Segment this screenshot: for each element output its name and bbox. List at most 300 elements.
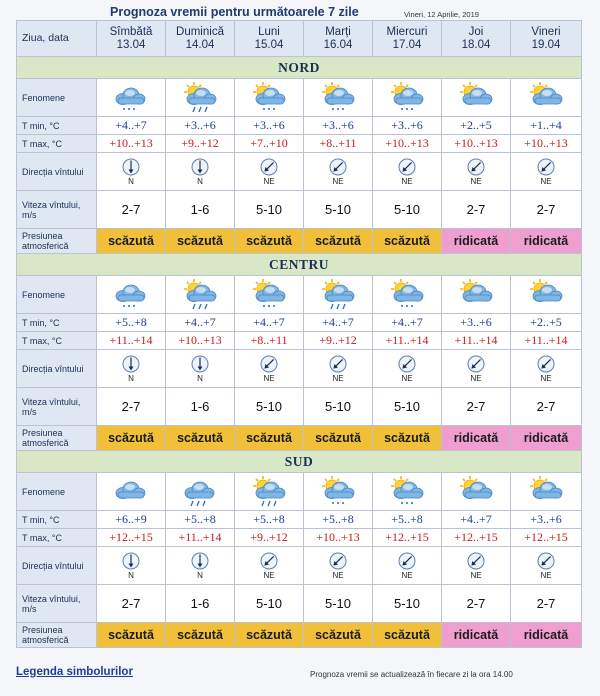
sun-cloud-rain-icon — [177, 82, 223, 114]
wind-dir-text: NE — [540, 176, 552, 186]
day-date: 16.04 — [323, 38, 353, 51]
day-name: Vineri — [531, 25, 561, 38]
tmax-value: +9..+12 — [235, 529, 304, 547]
wind-dir-row — [17, 350, 582, 388]
sun-cloud-drizzle-icon — [246, 279, 292, 311]
wind-dir-row — [17, 547, 582, 585]
wind-dir-cell — [304, 153, 373, 191]
tmin-value: +3..+6 — [442, 314, 511, 332]
wind-arrow-icon — [467, 355, 485, 373]
tmax-value: +11..+14 — [442, 332, 511, 350]
wind-speed-label: Viteza vîntului, m/s — [17, 388, 97, 426]
wind-speed-value: 5-10 — [235, 388, 304, 426]
pressure-cell — [235, 229, 304, 254]
wind-arrow-icon — [398, 158, 416, 176]
wind-dir-text: N — [197, 176, 203, 186]
page-title: Prognoza vremii pentru următoarele 7 zile — [110, 5, 359, 19]
phenomena-cell — [97, 473, 166, 511]
wind-dir-cell — [304, 547, 373, 585]
wind-speed-row — [17, 191, 582, 229]
tmax-value: +11..+14 — [511, 332, 582, 350]
wind-dir — [304, 552, 372, 580]
sun-cloud-rain-icon — [177, 279, 223, 311]
sun-cloud-icon — [453, 82, 499, 114]
phenomena-label: Fenomene — [17, 276, 97, 314]
pressure-cell — [373, 623, 442, 648]
wind-arrow-icon — [329, 158, 347, 176]
wind-dir — [442, 158, 510, 186]
phenomena-cell — [235, 276, 304, 314]
day-date: 17.04 — [392, 38, 422, 51]
pressure-value: scăzută — [315, 234, 361, 248]
sun-cloud-drizzle-icon — [315, 476, 361, 508]
wind-dir-text: NE — [263, 373, 275, 383]
phenomena-row — [17, 276, 582, 314]
day-name: Luni — [258, 25, 280, 38]
wind-dir-cell — [166, 350, 235, 388]
pressure-cell — [304, 229, 373, 254]
wind-dir — [373, 158, 441, 186]
region-title: NORD — [17, 57, 582, 79]
tmin-value: +5..+8 — [166, 511, 235, 529]
wind-dir-text: NE — [470, 373, 482, 383]
pressure-value: ridicată — [523, 628, 569, 642]
pressure-value: scăzută — [246, 431, 292, 445]
wind-dir-label: Direcția vîntului — [17, 350, 97, 388]
wind-speed-label: Viteza vîntului, m/s — [17, 191, 97, 229]
tmin-value: +6..+9 — [97, 511, 166, 529]
tmin-value: +4..+7 — [166, 314, 235, 332]
wind-dir-text: NE — [332, 176, 344, 186]
cloud-drizzle-icon — [108, 279, 154, 311]
day-header — [166, 21, 235, 57]
sun-cloud-icon — [453, 476, 499, 508]
wind-dir-cell — [373, 350, 442, 388]
phenomena-cell — [442, 79, 511, 117]
pressure-cell — [442, 426, 511, 451]
wind-arrow-icon — [191, 355, 209, 373]
tmin-value: +4..+7 — [235, 314, 304, 332]
pressure-cell — [511, 623, 582, 648]
wind-arrow-icon — [260, 158, 278, 176]
phenomena-cell — [166, 473, 235, 511]
tmin-value: +4..+7 — [97, 117, 166, 135]
wind-speed-row — [17, 585, 582, 623]
pressure-value: scăzută — [177, 431, 223, 445]
wind-speed-value: 2-7 — [511, 585, 582, 623]
tmin-value: +4..+7 — [442, 511, 511, 529]
wind-speed-value: 1-6 — [166, 191, 235, 229]
wind-dir-cell — [442, 350, 511, 388]
pressure-cell — [166, 623, 235, 648]
pressure-value: ridicată — [523, 234, 569, 248]
header-label: Ziua, data — [17, 21, 97, 57]
wind-dir-cell — [442, 547, 511, 585]
pressure-row — [17, 229, 582, 254]
wind-dir-text: N — [197, 570, 203, 580]
phenomena-cell — [304, 79, 373, 117]
day-date: 18.04 — [461, 38, 491, 51]
pressure-value: ridicată — [453, 234, 499, 248]
tmax-value: +12..+15 — [97, 529, 166, 547]
phenomena-cell — [97, 79, 166, 117]
legend-link[interactable]: Legenda simbolurilor — [16, 666, 133, 678]
pressure-cell — [235, 623, 304, 648]
tmin-value: +2..+5 — [442, 117, 511, 135]
wind-dir — [373, 552, 441, 580]
wind-speed-value: 2-7 — [97, 585, 166, 623]
sun-cloud-drizzle-icon — [384, 279, 430, 311]
wind-dir — [442, 552, 510, 580]
wind-dir-text: NE — [401, 570, 413, 580]
wind-dir-row — [17, 153, 582, 191]
wind-dir-text: NE — [401, 373, 413, 383]
wind-dir-cell — [511, 153, 582, 191]
wind-speed-value: 5-10 — [304, 191, 373, 229]
section-row-sud — [17, 451, 582, 473]
pressure-cell — [511, 229, 582, 254]
day-header — [373, 21, 442, 57]
phenomena-cell — [373, 79, 442, 117]
wind-dir-text: NE — [470, 176, 482, 186]
tmax-value: +12..+15 — [373, 529, 442, 547]
wind-speed-row — [17, 388, 582, 426]
tmax-value: +10..+13 — [304, 529, 373, 547]
tmin-row — [17, 511, 582, 529]
day-date: 19.04 — [531, 38, 561, 51]
wind-dir — [166, 158, 234, 186]
phenomena-cell — [166, 79, 235, 117]
day-name: Miercuri — [386, 25, 428, 38]
wind-dir — [511, 552, 581, 580]
wind-arrow-icon — [467, 158, 485, 176]
tmax-value: +10..+13 — [511, 135, 582, 153]
pressure-cell — [304, 426, 373, 451]
tmax-row — [17, 332, 582, 350]
section-row-centru — [17, 254, 582, 276]
phenomena-cell — [373, 276, 442, 314]
wind-dir-text: N — [197, 373, 203, 383]
cloud-rain-icon — [177, 476, 223, 508]
sun-cloud-drizzle-icon — [246, 82, 292, 114]
phenomena-cell — [442, 276, 511, 314]
tmin-value: +1..+4 — [511, 117, 582, 135]
wind-speed-value: 2-7 — [97, 388, 166, 426]
wind-speed-label: Viteza vîntului, m/s — [17, 585, 97, 623]
wind-speed-value: 2-7 — [97, 191, 166, 229]
day-name: Duminică — [176, 25, 224, 38]
phenomena-cell — [373, 473, 442, 511]
wind-dir-label: Direcția vîntului — [17, 153, 97, 191]
pressure-value: scăzută — [246, 234, 292, 248]
sun-cloud-icon — [523, 82, 569, 114]
wind-arrow-icon — [537, 355, 555, 373]
wind-arrow-icon — [191, 552, 209, 570]
wind-dir-cell — [304, 350, 373, 388]
tmax-value: +9..+12 — [166, 135, 235, 153]
tmax-value: +12..+15 — [442, 529, 511, 547]
tmax-value: +8..+11 — [235, 332, 304, 350]
tmin-row — [17, 117, 582, 135]
wind-dir-text: NE — [332, 373, 344, 383]
wind-dir-text: NE — [263, 176, 275, 186]
section-row-nord — [17, 57, 582, 79]
tmax-value: +11..+14 — [97, 332, 166, 350]
wind-dir-cell — [97, 547, 166, 585]
sun-cloud-drizzle-icon — [315, 82, 361, 114]
tmin-label: T min, °C — [17, 511, 97, 529]
tmax-value: +10..+13 — [97, 135, 166, 153]
pressure-value: ridicată — [453, 431, 499, 445]
day-header — [304, 21, 373, 57]
sun-cloud-icon — [523, 279, 569, 311]
pressure-value: scăzută — [384, 628, 430, 642]
day-header — [97, 21, 166, 57]
wind-dir-text: NE — [540, 570, 552, 580]
phenomena-cell — [304, 473, 373, 511]
wind-arrow-icon — [537, 552, 555, 570]
pressure-cell — [166, 229, 235, 254]
sun-cloud-rain-icon — [315, 279, 361, 311]
wind-speed-value: 5-10 — [235, 585, 304, 623]
tmax-value: +11..+14 — [166, 529, 235, 547]
tmin-value: +5..+8 — [97, 314, 166, 332]
tmax-value: +9..+12 — [304, 332, 373, 350]
wind-dir — [235, 552, 303, 580]
wind-dir-text: N — [128, 570, 134, 580]
pressure-label: Presiunea atmosferică — [17, 229, 97, 254]
tmax-value: +10..+13 — [373, 135, 442, 153]
update-note: Prognoza vremii se actualizează în fiecare zi la ora 14.00 — [310, 670, 513, 679]
pressure-value: scăzută — [315, 431, 361, 445]
wind-speed-value: 5-10 — [235, 191, 304, 229]
pressure-row — [17, 623, 582, 648]
sun-cloud-drizzle-icon — [384, 476, 430, 508]
day-date: 13.04 — [116, 38, 146, 51]
phenomena-row — [17, 79, 582, 117]
pressure-cell — [304, 623, 373, 648]
wind-arrow-icon — [122, 158, 140, 176]
cloud-drizzle-icon — [108, 82, 154, 114]
day-name: Marți — [325, 25, 351, 38]
tmin-value: +4..+7 — [304, 314, 373, 332]
wind-dir-text: N — [128, 373, 134, 383]
pressure-value: scăzută — [108, 628, 154, 642]
wind-arrow-icon — [398, 552, 416, 570]
sun-cloud-rain-icon — [246, 476, 292, 508]
wind-dir — [235, 158, 303, 186]
pressure-cell — [442, 623, 511, 648]
tmax-row — [17, 529, 582, 547]
cloud-icon — [108, 476, 154, 508]
tmin-value: +3..+6 — [166, 117, 235, 135]
day-date: 14.04 — [185, 38, 215, 51]
wind-dir — [166, 552, 234, 580]
tmax-value: +11..+14 — [373, 332, 442, 350]
wind-dir-cell — [166, 153, 235, 191]
pressure-cell — [97, 229, 166, 254]
wind-speed-value: 5-10 — [373, 191, 442, 229]
day-name: Sîmbătă — [109, 25, 153, 38]
pressure-cell — [373, 229, 442, 254]
sun-cloud-icon — [523, 476, 569, 508]
tmin-value: +5..+8 — [304, 511, 373, 529]
pressure-cell — [511, 426, 582, 451]
wind-dir-cell — [235, 547, 304, 585]
pressure-value: ridicată — [453, 628, 499, 642]
wind-speed-value: 2-7 — [511, 191, 582, 229]
wind-dir-text: NE — [263, 570, 275, 580]
wind-dir-text: N — [128, 176, 134, 186]
tmin-row — [17, 314, 582, 332]
wind-arrow-icon — [260, 552, 278, 570]
wind-dir-cell — [442, 153, 511, 191]
phenomena-cell — [235, 79, 304, 117]
phenomena-cell — [235, 473, 304, 511]
wind-dir-cell — [97, 350, 166, 388]
wind-dir — [97, 355, 165, 383]
pressure-value: scăzută — [108, 431, 154, 445]
wind-arrow-icon — [260, 355, 278, 373]
wind-arrow-icon — [122, 355, 140, 373]
day-header — [442, 21, 511, 57]
wind-dir — [511, 355, 581, 383]
wind-dir — [442, 355, 510, 383]
wind-dir — [304, 355, 372, 383]
wind-speed-value: 5-10 — [373, 585, 442, 623]
phenomena-cell — [511, 276, 582, 314]
wind-arrow-icon — [398, 355, 416, 373]
current-date: Vineri, 12 Aprilie, 2019 — [404, 10, 479, 19]
wind-arrow-icon — [329, 552, 347, 570]
day-date: 15.04 — [254, 38, 284, 51]
tmax-value: +8..+11 — [304, 135, 373, 153]
wind-dir — [97, 552, 165, 580]
wind-dir-cell — [97, 153, 166, 191]
pressure-row — [17, 426, 582, 451]
pressure-cell — [97, 623, 166, 648]
wind-dir-cell — [235, 153, 304, 191]
phenomena-label: Fenomene — [17, 473, 97, 511]
sun-cloud-icon — [453, 279, 499, 311]
tmin-value: +3..+6 — [511, 511, 582, 529]
wind-speed-value: 5-10 — [304, 585, 373, 623]
day-header — [235, 21, 304, 57]
wind-dir-cell — [511, 350, 582, 388]
tmin-value: +5..+8 — [373, 511, 442, 529]
tmax-label: T max, °C — [17, 135, 97, 153]
region-title: CENTRU — [17, 254, 582, 276]
tmin-value: +5..+8 — [235, 511, 304, 529]
wind-speed-value: 5-10 — [373, 388, 442, 426]
day-header — [511, 21, 582, 57]
tmax-label: T max, °C — [17, 332, 97, 350]
sun-cloud-drizzle-icon — [384, 82, 430, 114]
pressure-value: scăzută — [177, 234, 223, 248]
phenomena-cell — [166, 276, 235, 314]
tmin-value: +2..+5 — [511, 314, 582, 332]
phenomena-cell — [511, 473, 582, 511]
pressure-value: scăzută — [384, 234, 430, 248]
wind-dir-cell — [511, 547, 582, 585]
phenomena-cell — [511, 79, 582, 117]
tmin-value: +3..+6 — [373, 117, 442, 135]
wind-speed-value: 1-6 — [166, 388, 235, 426]
day-name: Joi — [468, 25, 484, 38]
tmax-value: +10..+13 — [442, 135, 511, 153]
tmax-value: +12..+15 — [511, 529, 582, 547]
tmax-value: +7..+10 — [235, 135, 304, 153]
pressure-value: scăzută — [177, 628, 223, 642]
tmin-label: T min, °C — [17, 117, 97, 135]
wind-dir — [304, 158, 372, 186]
wind-dir — [166, 355, 234, 383]
region-title: SUD — [17, 451, 582, 473]
wind-dir — [97, 158, 165, 186]
tmax-value: +10..+13 — [166, 332, 235, 350]
phenomena-cell — [97, 276, 166, 314]
tmin-label: T min, °C — [17, 314, 97, 332]
pressure-value: ridicată — [523, 431, 569, 445]
pressure-value: scăzută — [246, 628, 292, 642]
phenomena-cell — [442, 473, 511, 511]
wind-speed-value: 2-7 — [511, 388, 582, 426]
wind-dir-text: NE — [332, 570, 344, 580]
tmax-row — [17, 135, 582, 153]
tmin-value: +3..+6 — [235, 117, 304, 135]
pressure-value: scăzută — [315, 628, 361, 642]
pressure-label: Presiunea atmosferică — [17, 426, 97, 451]
wind-arrow-icon — [122, 552, 140, 570]
phenomena-label: Fenomene — [17, 79, 97, 117]
wind-dir — [235, 355, 303, 383]
pressure-cell — [373, 426, 442, 451]
pressure-cell — [235, 426, 304, 451]
wind-arrow-icon — [467, 552, 485, 570]
tmax-label: T max, °C — [17, 529, 97, 547]
wind-speed-value: 5-10 — [304, 388, 373, 426]
pressure-cell — [442, 229, 511, 254]
pressure-label: Presiunea atmosferică — [17, 623, 97, 648]
phenomena-row — [17, 473, 582, 511]
page-header — [0, 2, 600, 20]
wind-dir-text: NE — [540, 373, 552, 383]
wind-arrow-icon — [329, 355, 347, 373]
pressure-value: scăzută — [108, 234, 154, 248]
tmin-value: +3..+6 — [304, 117, 373, 135]
wind-dir-label: Direcția vîntului — [17, 547, 97, 585]
wind-dir — [373, 355, 441, 383]
wind-dir-cell — [373, 547, 442, 585]
wind-dir-cell — [166, 547, 235, 585]
pressure-value: scăzută — [384, 431, 430, 445]
phenomena-cell — [304, 276, 373, 314]
pressure-cell — [97, 426, 166, 451]
wind-dir — [511, 158, 581, 186]
wind-speed-value: 1-6 — [166, 585, 235, 623]
wind-dir-cell — [235, 350, 304, 388]
wind-dir-text: NE — [470, 570, 482, 580]
wind-speed-value: 2-7 — [442, 388, 511, 426]
forecast-table — [16, 20, 582, 648]
wind-dir-cell — [373, 153, 442, 191]
tmin-value: +4..+7 — [373, 314, 442, 332]
wind-dir-text: NE — [401, 176, 413, 186]
pressure-cell — [166, 426, 235, 451]
wind-arrow-icon — [191, 158, 209, 176]
header-row — [17, 21, 582, 57]
wind-speed-value: 2-7 — [442, 191, 511, 229]
